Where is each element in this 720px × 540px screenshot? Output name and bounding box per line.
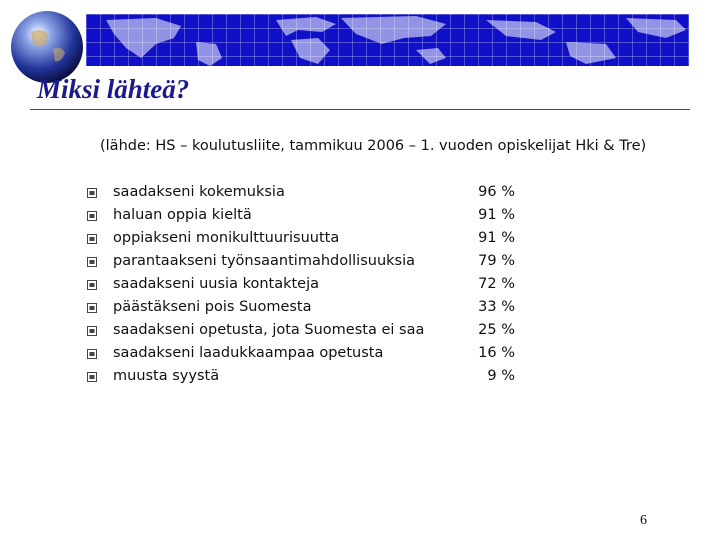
- reasons-list: [87, 182, 537, 389]
- list-item: [87, 182, 537, 205]
- item-value: 72 %: [478, 276, 515, 292]
- bullet-icon: [87, 303, 97, 313]
- item-value: 91 %: [478, 230, 515, 246]
- world-map-banner: [86, 14, 689, 66]
- item-label: haluan oppia kieltä: [113, 207, 252, 223]
- item-value: 25 %: [478, 322, 515, 338]
- item-label: päästäkseni pois Suomesta: [113, 299, 312, 315]
- bullet-icon: [87, 234, 97, 244]
- bullet-icon: [87, 280, 97, 290]
- list-item: [87, 251, 537, 274]
- title-divider: [30, 109, 690, 110]
- bullet-icon: [87, 326, 97, 336]
- item-value: 79 %: [478, 253, 515, 269]
- bullet-icon: [87, 211, 97, 221]
- list-item: [87, 205, 537, 228]
- list-item: [87, 297, 537, 320]
- list-item: [87, 343, 537, 366]
- page-number: 6: [640, 513, 647, 528]
- item-label: saadakseni uusia kontakteja: [113, 276, 320, 292]
- list-item: [87, 228, 537, 251]
- item-value: 91 %: [478, 207, 515, 223]
- item-label: parantaakseni työnsaantimahdollisuuksia: [113, 253, 416, 269]
- world-map-icon: [86, 14, 689, 66]
- item-label: muusta syystä: [113, 368, 220, 384]
- source-note: (lähde: HS – koulutusliite, tammikuu 2006 – 1. vuoden opiskelijat Hki & Tre): [100, 138, 647, 154]
- item-label: saadakseni opetusta, jota Suomesta ei saa: [113, 322, 425, 338]
- item-value: 16 %: [478, 345, 515, 361]
- item-label: oppiakseni monikulttuurisuutta: [113, 230, 340, 246]
- item-value: 33 %: [478, 299, 515, 315]
- bullet-icon: [87, 349, 97, 359]
- list-item: [87, 366, 537, 389]
- bullet-icon: [87, 257, 97, 267]
- item-label: saadakseni kokemuksia: [113, 184, 285, 200]
- list-item: [87, 320, 537, 343]
- bullet-icon: [87, 372, 97, 382]
- item-value: 9 %: [487, 368, 515, 384]
- item-label: saadakseni laadukkaampaa opetusta: [113, 345, 384, 361]
- item-value: 96 %: [478, 184, 515, 200]
- slide-title: Miksi lähteä?: [37, 74, 190, 104]
- bullet-icon: [87, 188, 97, 198]
- list-item: [87, 274, 537, 297]
